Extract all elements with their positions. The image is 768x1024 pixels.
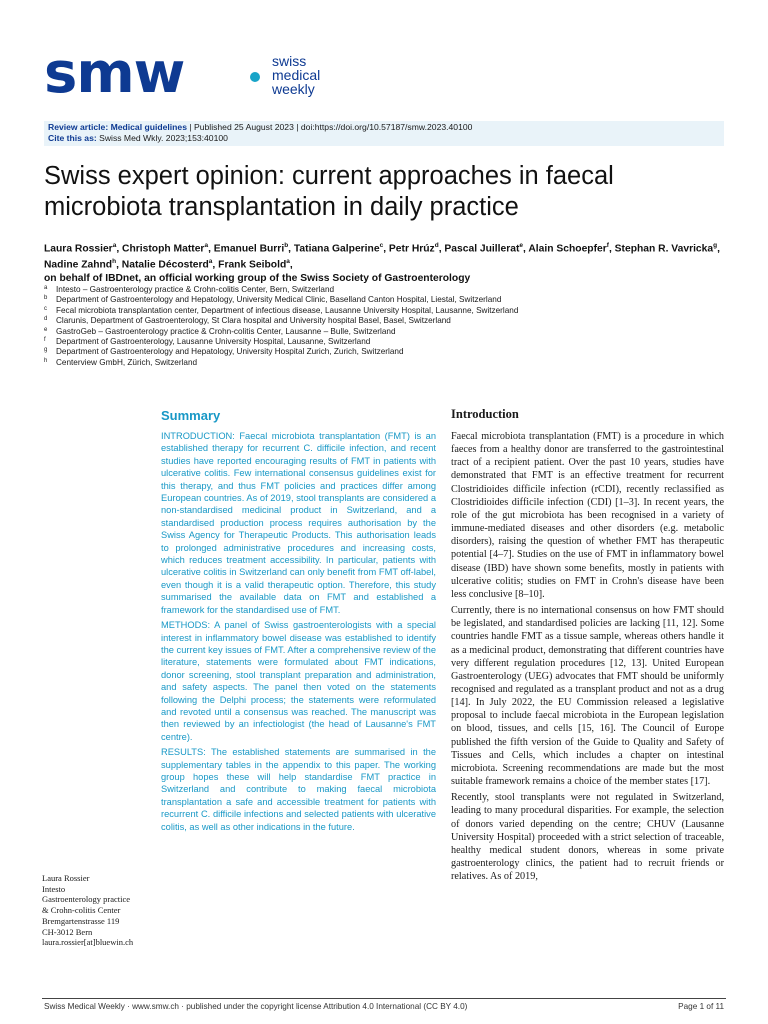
doi-link[interactable]: doi:https://doi.org/10.57187/smw.2023.40100 xyxy=(300,122,473,132)
author-names: Laura Rossier$^a$, Christoph Matter$^a$, Emanuel Burri$^b$, Tatiana Galperine$^c$, Petr Hrúz$^d$, Pascal Juillerat$^e$, Alain Schoepfer$^f$, Stephan R. Vavricka$^g$, Nadine Zahnd$^h$, Natalie Décosterd$^a$, Frank Seibold$^a$, xyxy=(44,242,720,271)
affiliation-item xyxy=(44,306,724,316)
author-name: Nadine Zahnd xyxy=(44,259,113,271)
contact-org: Intesto xyxy=(42,883,66,894)
affiliation-item xyxy=(44,285,724,295)
author-affiliation-mark: b xyxy=(284,242,289,249)
summary-heading: Summary xyxy=(161,408,221,423)
affiliation-mark: h xyxy=(44,357,48,364)
affiliation-text: GastroGeb – Gastroenterology practice & Crohn-colitis Center, Lausanne – Bulle, Switzerland xyxy=(56,326,396,336)
intro-paragraph-3: Recently, stool transplants were not regulated in Switzerland, leading to many procedural disparities. For example, the selection of donors varied depending on the centre; CHUV (Lausanne University Hospital) proceeded with a strict selection of traceable, healthy medical student donors, whereas in some private gastroenterology clinics, the patient had to recruit friends or relatives. As of 2019, xyxy=(451,792,724,883)
affiliation-text: Centerview GmbH, Zürich, Switzerland xyxy=(56,357,198,367)
summary-results: RESULTS: The established statements are summarised in the supplementary tables in the appendix to this paper. The working group hopes these will help standardise FMT practice in Switzerland and contribute to making faecal microbiota transplantation a safe and accessible treatment for patients with recurrent C. difficile infections and selected patients with ulcerative colitis, as well as other indications in the future. xyxy=(161,747,436,832)
affiliation-item xyxy=(44,358,724,368)
affiliation-item xyxy=(44,295,724,305)
footer-license: Swiss Medical Weekly · www.smw.ch · published under the copyright license Attribution 4.0 International (CC BY 4.0) xyxy=(44,1002,468,1011)
page-number: Page 1 of 11 xyxy=(678,1002,724,1011)
intro-paragraph-1: Faecal microbiota transplantation (FMT) is a procedure in which faeces from a healthy donor are transferred to the gastrointestinal tract of a recipient patient. Over the past 10 years, studies have demonstrated that FMT is an effective treatment for recurrent Clostridioides difficile infection (rCDI), recently reclassified as Clostridioides difficile infection (CDI) [1–3]. In recent years, the role of the gut microbiota has been recognised in a variety of immune-mediated diseases and other disorders (e.g. metabolic disorders), raising the question of whether FMT has therapeutic potential [4–7]. Studies on the use of FMT in inflammatory bowel disease (IBD) have shown some benefits, mostly in patients with ulcerative colitis; studies on FMT in Crohn's disease have been less conclusive [8–10]. xyxy=(451,431,724,600)
correspondence-address: Laura Rossier Intesto Gastroenterology practice & Crohn-colitis Center Bremgartenstrasse 119 CH-3012 Bern laura.rossier[at]bluewin.ch xyxy=(42,873,152,948)
author-affiliation-mark: f xyxy=(606,242,609,249)
logo-journal-name: swiss medical weekly xyxy=(272,53,321,97)
author-affiliation-mark: a xyxy=(286,258,290,266)
logo-dot-icon xyxy=(250,72,260,82)
affiliation-mark: c xyxy=(44,305,47,312)
meta-line-1: Review article: Medical guidelines | Published 25 August 2023 | doi:https://doi.org/10.57187/smw.2023.40100 xyxy=(48,122,473,132)
affiliation-mark: g xyxy=(44,347,48,354)
affiliation-mark: f xyxy=(44,337,46,344)
author-name: Tatiana Galperine xyxy=(293,243,380,255)
author-affiliation-mark: a xyxy=(208,258,213,266)
contact-city: CH-3012 Bern xyxy=(42,926,93,937)
affiliation-item xyxy=(44,347,724,357)
author-name: Petr Hrúz xyxy=(388,243,435,255)
author-name: Emanuel Burri xyxy=(213,243,285,255)
article-type: Review article: Medical guidelines xyxy=(48,122,187,132)
contact-name: Laura Rossier xyxy=(42,873,90,883)
publish-date: Published 25 August 2023 xyxy=(194,122,294,132)
affiliation-text: Department of Gastroenterology and Hepatology, University Hospital Zurich, Zurich, Switzerland xyxy=(56,347,404,357)
citation: Swiss Med Wkly. 2023;153:40100 xyxy=(96,133,228,143)
affiliation-text: Department of Gastroenterology and Hepatology, University Medical Clinic, Baselland Canton Hospital, Liestal, Switzerland xyxy=(56,295,502,305)
author-affiliation-mark: a xyxy=(112,242,117,249)
contact-street: Bremgartenstrasse 119 xyxy=(42,915,120,926)
affiliation-mark: a xyxy=(44,285,48,291)
affiliation-text: Intesto – Gastroenterology practice & Crohn-colitis Center, Bern, Switzerland xyxy=(56,285,335,294)
author-name: Stephan R. Vavricka xyxy=(614,243,714,255)
author-affiliation-mark: g xyxy=(713,242,718,249)
author-name: Christoph Matter xyxy=(122,243,205,255)
author-affiliation-mark: a xyxy=(204,242,209,249)
affiliation-text: Clarunis, Department of Gastroenterology, St Clara hospital and University hospital Basel, Basel, Switzerland xyxy=(56,316,451,326)
logo-wordmark: smw xyxy=(44,41,185,106)
affiliation-item xyxy=(44,316,724,326)
summary-abstract xyxy=(161,430,436,836)
author-name: Alain Schoepfer xyxy=(528,243,607,255)
meta-line-2 xyxy=(48,133,720,144)
affiliation-list xyxy=(44,285,724,368)
affiliation-mark: b xyxy=(44,295,48,302)
introduction-heading: Introduction xyxy=(451,407,519,421)
footer-divider xyxy=(42,998,726,999)
affiliation-mark: e xyxy=(44,326,48,333)
article-meta-bar xyxy=(44,121,724,146)
affiliation-text: Department of Gastroenterology, Lausanne University Hospital, Lausanne, Switzerland xyxy=(56,337,371,347)
author-name: Natalie Décosterd xyxy=(121,259,209,271)
author-affiliation-mark: c xyxy=(379,242,384,249)
working-group-line: on behalf of IBDnet, an official working group of the Swiss Society of Gastroenterology xyxy=(44,272,471,284)
introduction-body xyxy=(451,430,724,886)
author-name: Frank Seibold xyxy=(218,259,287,271)
affiliation-item xyxy=(44,337,724,347)
author-affiliation-mark: e xyxy=(519,242,524,249)
intro-paragraph-2: Currently, there is no international consensus on how FMT should be legislated, and standardised policies are lacking [11, 12]. Some countries handle FMT as a tissue sample, whereas others handle it as a medicinal product, demonstrating that different countries have very different regulation procedures [12, 13]. United European Gastroenterology (UEG) advocates that FMT should be uniformly recognised and regulated as a transplant product and not as a drug [14]. In July 2022, the EU Commission released a legislative proposal to include faecal microbiota in the European legislation on blood, tissues, and cells [15, 16]. The Council of Europe published the fifth version of the Guide to Quality and Safety of Tissues and Cells, which includes a chapter on intestinal microbiota. Screening recommendations are made but the most suitable framework remains a choice of the member states [17]. xyxy=(451,605,724,788)
article-title: Swiss expert opinion: current approaches in faecal microbiota transplantation in daily practice xyxy=(44,162,614,221)
summary-introduction: INTRODUCTION: Faecal microbiota transplantation (FMT) is an established therapy for recurrent C. difficile infection, and recent studies have reported encouraging results of FMT in patients with ulcerative colitis. Few international consensus guidelines exist for this therapy, and thus FMT policies and practices differ among European countries. As of 2019, stool transplants are considered a non-standardised medicinal product in Switzerland, and a standardised production process requires authorisation by the Swiss Agency for Therapeutic Products. This authorisation leads to prolonged administrative procedures and increasing costs, which reduces treatment accessibility. In particular, patients with ulcerative colitis in Switzerland can only benefit from FMT off-label, even though it is a valid therapeutic option. Therefore, this study summarised the available data on FMT and established a framework for the standardised use of FMT. xyxy=(161,431,436,615)
affiliation-item xyxy=(44,327,724,337)
contact-email[interactable]: laura.rossier[at]bluewin.ch xyxy=(42,937,134,948)
affiliation-text: Fecal microbiota transplantation center, Department of infectious disease, Lausanne University Hospital, Lausanne, Switzerland xyxy=(56,305,519,315)
author-name: Laura Rossier xyxy=(44,243,113,255)
cite-label: Cite this as: xyxy=(48,133,97,143)
author-list xyxy=(44,239,734,285)
affiliation-mark: d xyxy=(44,316,48,323)
summary-methods: METHODS: A panel of Swiss gastroenterologists with a special interest in inflammatory bowel disease was established to identify the current key issues of FMT. After a comprehensive review of the literature, statements were formulated about FMT indications, donor screening, stool transplant preparation and administration, and safety aspects. The panel then voted on the statements following the Delphi process; the statements were reformulated and revoted until a consensus was reached. The manuscript was then reviewed by an infectiologist (the head of Lausanne's FMT centre). xyxy=(161,620,436,742)
author-affiliation-mark: d xyxy=(434,242,439,249)
author-name: Pascal Juillerat xyxy=(444,243,520,255)
author-affiliation-mark: h xyxy=(112,258,117,266)
